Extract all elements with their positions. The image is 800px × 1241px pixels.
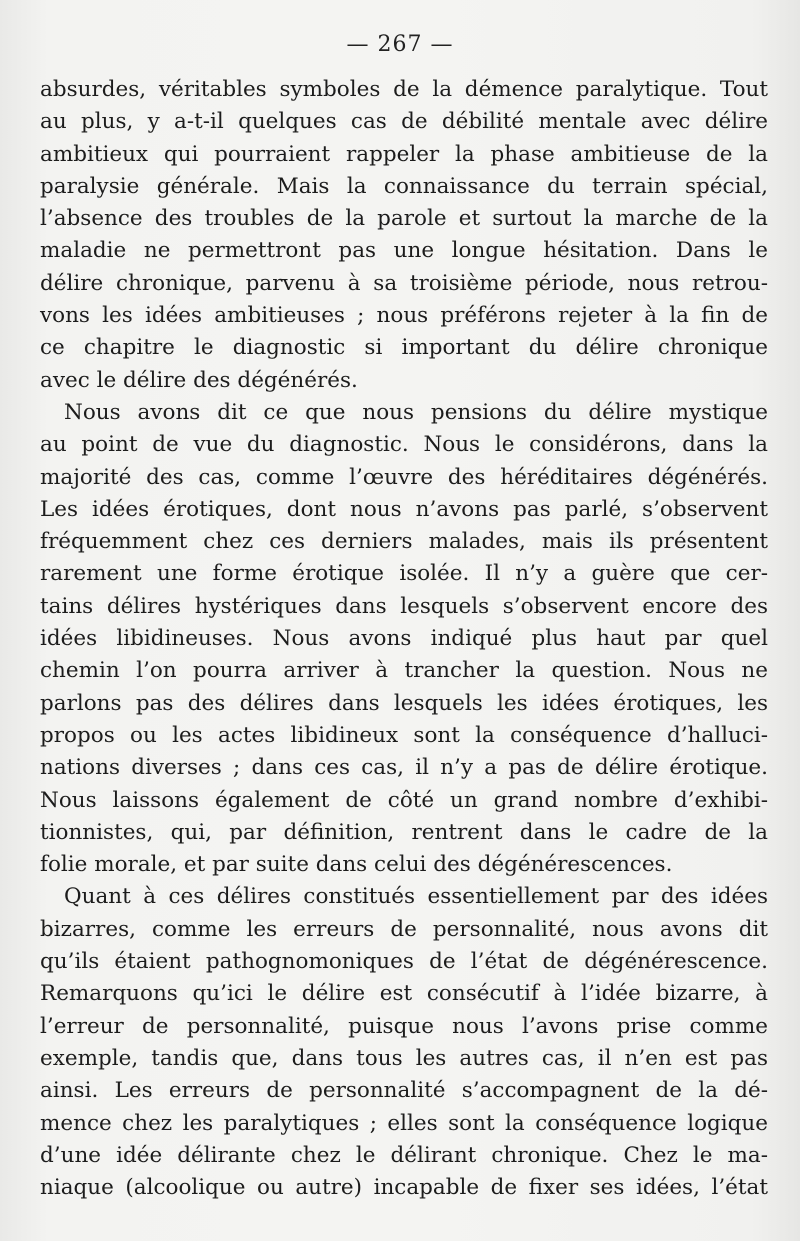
text-line: paralysie générale. Mais la connaissance du terrain spécial, <box>40 173 768 199</box>
paragraph-start-line: Quant à ces délires constitués essentiellement par des idées <box>64 884 768 910</box>
text-line: exemple, tandis que, dans tous les autres cas, il n’en est pas <box>40 1045 768 1071</box>
text-line: niaque (alcoolique ou autre) incapable de fixer ses idées, l’état <box>40 1175 768 1201</box>
text-line: ainsi. Les erreurs de personnalité s’accompagnent de la dé- <box>40 1078 768 1104</box>
text-line: chemin l’on pourra arriver à trancher la question. Nous ne <box>40 658 768 684</box>
text-line: Remarquons qu’ici le délire est consécutif à l’idée bizarre, à <box>40 981 768 1007</box>
text-line: ambitieux qui pourraient rappeler la phase ambitieuse de la <box>40 141 768 167</box>
body-text <box>40 74 768 1204</box>
text-line: maladie ne permettront pas une longue hésitation. Dans le <box>40 238 768 264</box>
text-line: qu’ils étaient pathognomoniques de l’état de dégénérescence. <box>40 949 768 975</box>
text-line: tionnistes, qui, par définition, rentrent dans le cadre de la <box>40 819 768 845</box>
text-line: fréquemment chez ces derniers malades, mais ils présentent <box>40 529 768 555</box>
text-line: d’une idée délirante chez le délirant chronique. Chez le ma- <box>40 1142 768 1168</box>
paragraph-start-line: Nous avons dit ce que nous pensions du délire mystique <box>64 399 768 425</box>
paragraph-end-line: folie morale, et par suite dans celui des dégénérescences. <box>40 852 673 878</box>
text-line: majorité des cas, comme l’œuvre des héréditaires dégénérés. <box>40 464 768 490</box>
text-line: délire chronique, parvenu à sa troisième période, nous retrou- <box>40 270 768 296</box>
text-line: Nous laissons également de côté un grand nombre d’exhibi- <box>40 787 768 813</box>
text-line: au plus, y a-t-il quelques cas de débilité mentale avec délire <box>40 109 768 135</box>
text-line: idées libidineuses. Nous avons indiqué plus haut par quel <box>40 626 768 652</box>
text-line: mence chez les paralytiques ; elles sont la conséquence logique <box>40 1110 768 1136</box>
text-line: rarement une forme érotique isolée. Il n’y a guère que cer- <box>40 561 768 587</box>
text-line: l’absence des troubles de la parole et surtout la marche de la <box>40 206 768 232</box>
text-line: bizarres, comme les erreurs de personnalité, nous avons dit <box>40 916 768 942</box>
text-line: ce chapitre le diagnostic si important du délire chronique <box>40 335 768 361</box>
text-line: vons les idées ambitieuses ; nous préférons rejeter à la fin de <box>40 303 768 329</box>
text-line: propos ou les actes libidineux sont la conséquence d’halluci- <box>40 722 768 748</box>
text-line: Les idées érotiques, dont nous n’avons pas parlé, s’observent <box>40 496 768 522</box>
text-line: parlons pas des délires dans lesquels les idées érotiques, les <box>40 690 768 716</box>
text-line: nations diverses ; dans ces cas, il n’y a pas de délire érotique. <box>40 755 768 781</box>
text-line: tains délires hystériques dans lesquels s’observent encore des <box>40 593 768 619</box>
text-line: l’erreur de personnalité, puisque nous l’avons prise comme <box>40 1013 768 1039</box>
page-number: — 267 — <box>346 32 454 57</box>
text-line: absurdes, véritables symboles de la démence paralytique. Tout <box>40 77 768 102</box>
text-line: au point de vue du diagnostic. Nous le considérons, dans la <box>40 432 768 458</box>
paragraph-end-line: avec le délire des dégénérés. <box>40 367 358 393</box>
